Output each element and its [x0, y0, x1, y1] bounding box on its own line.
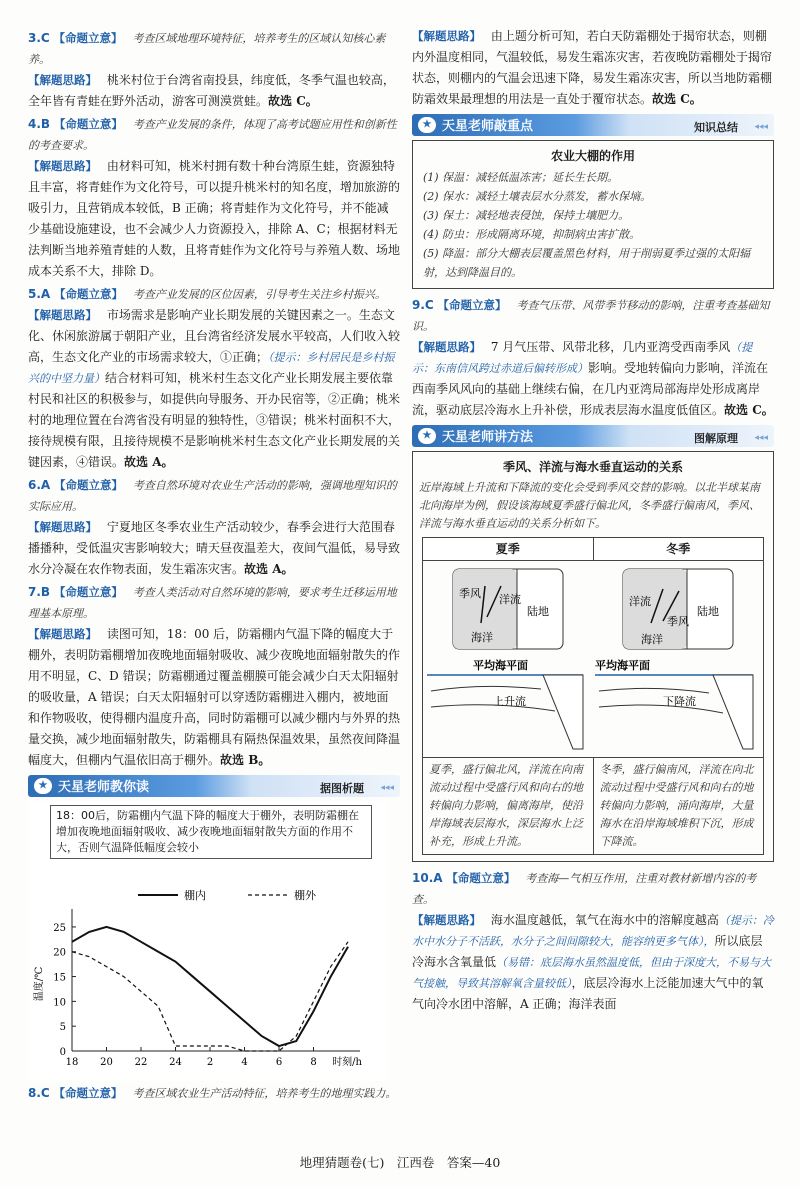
banner-subtitle: 据图析题	[320, 782, 364, 795]
banner-title: 天星老师教你读	[58, 780, 150, 795]
answer-choice: 故选 C。	[724, 403, 774, 417]
intent-text: 考查产业发展的区位因素，引导考生关注乡村振兴。	[132, 288, 386, 301]
hint-text: （提示：东南信风跨过赤道后偏转形成）	[412, 341, 753, 375]
answer-6-body	[28, 517, 400, 580]
series-line-outside	[72, 942, 348, 1051]
label-ocean: 海洋	[471, 631, 493, 644]
y-axis-label: 温度/℃	[34, 966, 45, 1002]
solution-text: 读图可知，18：00 后，防霜棚内气温下降的幅度大于棚外，表明防霜棚增加夜晚地面辐射吸收、减少夜晚地面辐射散失的作用不明显，C、D 错误；防霜棚通过覆盖棚膜可能会减少白天太阳辐射的吸收量，A 错误；白天太阳辐射可以穿透防霜棚进入棚内，被地面和作物吸收，使得棚内温度升高，同时防霜棚可以减少棚内与外界的热量交换，减少地面辐射散失，防霜棚具有隔热保温效果，虽然夜间降温幅度大，但棚内气温依旧高于棚外。	[28, 627, 401, 767]
box-item: (2) 保水：减轻土壤表层水分蒸发，蓄水保墒。	[423, 190, 652, 203]
solution-text: 海水温度越低，氧气在海水中的溶解度越高	[490, 913, 719, 927]
tag-intent: 【命题立意】	[54, 287, 124, 301]
label-land: 陆地	[697, 605, 719, 618]
answer-8-body	[412, 26, 774, 110]
answer-10	[412, 868, 774, 910]
y-tick-label: 25	[53, 922, 66, 934]
solution-text: 宁夏地区冬季农业生产活动较少，春季会进行大范围春播播种，受低温灾害影响较大；晴天昼夜温差大，夜间气温低，易导致水分冷凝在农作物表面，发生霜冻灾害。	[28, 520, 401, 576]
intent-text: 考查海—气相互作用，注重对教材新增内容的考查。	[412, 872, 757, 906]
season-diagram	[422, 537, 764, 855]
tag-solution: 【解题思路】	[412, 29, 481, 43]
star-icon: ★	[418, 117, 436, 133]
star-icon: ★	[34, 778, 52, 794]
answer-9	[412, 295, 774, 337]
label-upwelling: 上升流	[493, 695, 526, 708]
banner-method	[412, 425, 774, 447]
answer-4-body	[28, 156, 400, 282]
x-tick-label: 22	[134, 1057, 148, 1068]
answer-choice: 故选 A。	[124, 455, 174, 469]
label-ocean: 海洋	[641, 633, 663, 646]
answer-6	[28, 475, 400, 517]
label-monsoon: 季风	[459, 587, 481, 600]
intent-text: 考查区域地理环境特征，培养考生的区域认知核心素养。	[28, 32, 386, 66]
question-number: 5.A	[28, 287, 51, 301]
chart-svg	[28, 801, 388, 1081]
answer-10-body	[412, 910, 774, 1015]
tag-intent: 【命题立意】	[53, 117, 123, 131]
answer-5-body	[28, 305, 400, 473]
question-number: 3.C	[28, 31, 50, 45]
y-tick-label: 10	[53, 997, 66, 1009]
label-current: 洋流	[499, 593, 521, 606]
series-line-inside	[72, 927, 348, 1046]
intent-text: 考查自然环境对农业生产活动的影响，强调地理知识的实际应用。	[28, 479, 397, 513]
answer-4	[28, 114, 400, 156]
x-tick-label: 2	[206, 1057, 214, 1068]
answer-7	[28, 582, 400, 624]
question-number: 4.B	[28, 117, 51, 131]
label-downwelling: 下降流	[663, 695, 696, 708]
label-monsoon: 季风	[667, 615, 689, 628]
y-tick-label: 20	[53, 947, 66, 959]
banner-title: 天星老师敲重点	[442, 119, 534, 134]
diagram-captions	[423, 757, 763, 854]
banner-key-points	[412, 114, 774, 136]
solution-text-2: 结合材料可知，桃米村生态文化产业长期发展主要依靠村民和社区的积极参与，如提供向导服务、开办民宿等，②正确；桃米村的地理位置在台湾省没有明显的独特性，③错误；桃米村面积不大，接待规模有限，且接待规模不是影响桃米村生态文化产业长期发展的关键因素，④错误。	[28, 371, 401, 469]
tag-intent: 【命题立意】	[446, 871, 516, 885]
solution-text-2: 所以底层冷海水含氧量低	[412, 934, 763, 969]
x-tick-label: 8	[310, 1057, 317, 1068]
chevrons-icon: ◂◂◂	[380, 783, 394, 793]
tag-solution: 【解题思路】	[28, 73, 97, 87]
answer-choice: 故选 B。	[220, 753, 271, 767]
question-number: 6.A	[28, 478, 51, 492]
right-column	[412, 26, 774, 1015]
method-box	[412, 451, 774, 862]
hint-text: （提示：冷水中水分子不活跃，水分子之间间隙较大，能容纳更多气体），	[412, 914, 774, 948]
winter-flow-line	[599, 705, 723, 713]
summer-caption: 夏季，盛行偏北风，洋流在向南流动过程中受盛行风和向右的地转偏向力影响，偏离海岸，使沿岸海域表层海水，深层海水上泛补充，形成上升流。	[423, 758, 594, 854]
y-tick-label: 15	[53, 972, 66, 984]
banner-title: 天星老师讲方法	[442, 430, 534, 445]
hint-text-2: （易错：底层海水虽然温度低，但由于深度大，不易与大气接触，导致其溶解氧含量较低）	[412, 956, 772, 990]
box-item: (5) 降温：部分大棚表层覆盖黑色材料，用于削弱夏季过强的太阳辐射，达到降温目的。	[423, 247, 751, 279]
answer-choice: 故选 A。	[244, 562, 294, 576]
question-number: 10.A	[412, 871, 443, 885]
label-land: 陆地	[527, 605, 549, 618]
intent-text: 考查气压带、风带季节移动的影响，注重考查基础知识。	[412, 299, 770, 333]
solution-text: 桃米村位于台湾省南投县，纬度低，冬季气温也较高，全年皆有青蛙在野外活动，游客可测漠赏蛙。	[28, 73, 395, 108]
chevrons-icon: ◂◂◂	[754, 433, 768, 443]
temperature-chart	[28, 801, 388, 1081]
chart-annotation: 18：00后，防霜棚内气温下降的幅度大于棚外，表明防霜棚在增加夜晚地面辐射吸收、减少夜晚地面辐射散失方面的作用不大，否则气温降低幅度会较小	[50, 805, 372, 859]
banner-subtitle: 图解原理	[694, 432, 738, 445]
diagram-header	[423, 538, 763, 561]
legend-label: 棚内	[184, 889, 206, 902]
box-title: 季风、洋流与海水垂直运动的关系	[502, 460, 683, 474]
x-tick-label: 4	[241, 1057, 248, 1068]
winter-flow-line	[599, 688, 709, 693]
tag-solution: 【解题思路】	[28, 627, 97, 641]
tag-solution: 【解题思路】	[28, 159, 97, 173]
chevrons-icon: ◂◂◂	[754, 122, 768, 132]
solution-text-2: 影响。受地转偏向力影响，洋流在西南季风风向的基础上继续右偏，在几内亚湾局部海岸处形成离岸流，驱动底层冷海水上升补偿，形成表层海水温度低值区。	[412, 361, 769, 417]
tag-intent: 【命题立意】	[53, 31, 123, 45]
intent-text: 考查人类活动对自然环境的影响，要求考生迁移运用地理基本原理。	[28, 586, 397, 620]
answer-9-body	[412, 337, 774, 421]
solution-text-3: ，底层冷海水上泛能加速大气中的氧气向冷水团中溶解，A 正确；海洋表面	[412, 976, 764, 1011]
answer-choice: 故选 C。	[268, 94, 318, 108]
question-number: 7.B	[28, 585, 51, 599]
y-tick-label: 0	[59, 1047, 66, 1058]
solution-text: 由材料可知，桃米村拥有数十种台湾原生蛙，资源独特且丰富，将青蛙作为文化符号，可以提升桃米村的知名度，增加旅游的吸引力，且营销成本较低，B 正确；将青蛙作为文化符号，并不能减少基础设施建设，也不会减少人力资源投入，排除 A、C；根据材料无法判断当地养殖青蛙的人数，且将青蛙作为文化符号与养殖人数、场地成本关系不大，排除 D。	[28, 159, 401, 278]
winter-label: 冬季	[594, 538, 764, 560]
question-number: 9.C	[412, 298, 434, 312]
tag-intent: 【命题立意】	[437, 298, 507, 312]
x-tick-label: 18	[65, 1057, 79, 1068]
summer-label: 夏季	[423, 538, 594, 560]
solution-text: 7 月气压带、风带北移，几内亚湾受西南季风	[490, 340, 731, 354]
legend-label: 棚外	[294, 889, 316, 902]
label-current: 洋流	[629, 595, 651, 608]
x-tick-label: 20	[100, 1057, 113, 1068]
hint-text: （提示：乡村居民是乡村振兴的中坚力量）	[28, 351, 395, 385]
x-tick-label: 24	[169, 1057, 182, 1068]
tag-solution: 【解题思路】	[28, 308, 97, 322]
box-item: (3) 保土：减轻地表侵蚀，保持土壤肥力。	[423, 209, 630, 222]
answer-choice: 故选 C。	[652, 92, 702, 106]
knowledge-box	[412, 140, 774, 289]
star-icon: ★	[418, 428, 436, 444]
solution-text: 由上题分析可知，若白天防霜棚处于揭帘状态，则棚内外温度相同，气温较低，易发生霜冻灾害，若夜晚防霜棚处于揭帘状态，则棚内的气温会迅速下降，易发生霜冻灾害，所以当地防霜棚防霜效果最理想的用法是一直处于覆帘状态。	[412, 29, 773, 106]
tag-intent: 【命题立意】	[53, 585, 123, 599]
label-sea-level: 平均海平面	[473, 659, 528, 672]
box-item: (1) 保温：减轻低温冻害；延长生长期。	[423, 171, 619, 184]
question-number: 8.C	[28, 1086, 50, 1100]
left-column	[28, 26, 400, 1104]
box-item: (4) 防虫：形成隔离环境，抑制病虫害扩散。	[423, 228, 641, 241]
x-tick-label: 6	[275, 1057, 283, 1068]
tag-solution: 【解题思路】	[412, 913, 481, 927]
page-footer: 地理猜题卷(七) 江西卷 答案—40	[299, 1155, 501, 1170]
x-axis-label: 时刻/h	[332, 1057, 362, 1068]
tag-intent: 【命题立意】	[53, 1086, 123, 1100]
label-sea-level: 平均海平面	[595, 659, 650, 672]
banner-subtitle: 知识总结	[694, 121, 738, 134]
winter-caption: 冬季，盛行偏南风，洋流在向北流动过程中受盛行风和向右的地转偏向力影响，涌向海岸，大量海水在沿岸海域堆积下沉，形成下降流。	[599, 763, 754, 848]
intent-text: 考查产业发展的条件，体现了高考试题应用性和创新性的考查要求。	[28, 118, 397, 152]
tag-intent: 【命题立意】	[54, 478, 124, 492]
answer-5	[28, 284, 400, 305]
summer-coast-section	[543, 675, 583, 749]
banner-read-chart	[28, 775, 400, 797]
box-intro: 近岸海域上升流和下降流的变化会受到季风交替的影响。以北半球某南北向海岸为例，假设该海域夏季盛行偏北风，冬季盛行偏南风，季风、洋流与海水垂直运动的关系分析如下。	[419, 481, 760, 530]
summer-flow-line	[431, 686, 541, 691]
box-title: 农业大棚的作用	[550, 149, 635, 163]
answer-8	[28, 1083, 400, 1104]
answer-3	[28, 28, 400, 70]
tag-solution: 【解题思路】	[28, 520, 97, 534]
tag-solution: 【解题思路】	[412, 340, 481, 354]
solution-text: 市场需求是影响产业长期发展的关键因素之一。生态文化、休闲旅游属于朝阳产业，且台湾省经济发展水平较高，人们收入较高，生态文化产业的市场需求较大，①正确；	[28, 308, 401, 364]
answer-3-body	[28, 70, 400, 112]
intent-text: 考查区域农业生产活动特征，培养考生的地理实践力。	[132, 1087, 397, 1100]
answer-7-body	[28, 624, 400, 771]
y-tick-label: 5	[59, 1022, 66, 1034]
diagram-svg	[423, 561, 763, 751]
